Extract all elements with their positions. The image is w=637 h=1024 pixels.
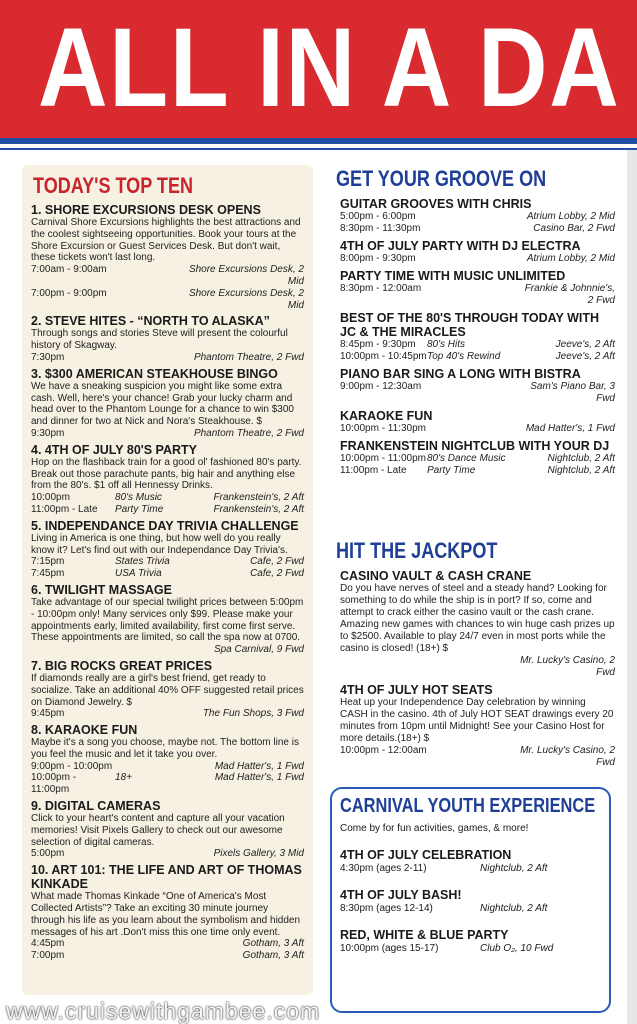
banner-title: ALL IN A DA: [38, 5, 621, 130]
event-time: 9:00pm - 12:30am: [340, 381, 422, 392]
event-time: 9:30pm: [31, 427, 65, 439]
top-ten-panel: [22, 165, 313, 995]
schedule-row: [31, 428, 304, 440]
event-venue: Frankie & Johnnie's, 2 Fwd: [524, 283, 615, 306]
schedule-row: [31, 504, 304, 516]
event-venue: Nightclub, 2 Aft: [547, 453, 615, 464]
event-venue: Cafe, 2 Fwd: [250, 556, 304, 568]
groove-item: [332, 311, 615, 363]
event-title: 9. DIGITAL CAMERAS: [31, 799, 161, 814]
groove-heading: GET YOUR GROOVE ON: [336, 166, 547, 191]
event-description: Take advantage of our special twilight prices between 5:00pm - 10:00pm only! Many services only $99. Please make your appointments early, limited availability, first come first serve. These appointments are limited, so call the spa now at 0700.: [31, 596, 304, 644]
event-title: 7. BIG ROCKS GREAT PRICES: [31, 658, 213, 673]
event-venue: Atrium Lobby, 2 Mid: [526, 253, 615, 264]
event-venue: Mr. Lucky's Casino, 2 Fwd: [520, 655, 615, 678]
schedule-row: [340, 863, 601, 875]
event-venue: Jeeve's, 2 Aft: [555, 339, 615, 350]
groove-item: [332, 197, 615, 235]
event-description: Hop on the flashback train for a good ol' fashioned 80's party. Break out those parachute pants, big hair and anything else from the 80's. $1 off all Hennessy Drinks.: [31, 456, 302, 492]
schedule-row: [340, 211, 615, 223]
event-title: 10. ART 101: THE LIFE AND ART OF THOMAS KINKADE: [31, 863, 302, 892]
event-time: 8:30pm (ages 12-14): [340, 903, 433, 914]
schedule-row: [340, 745, 615, 769]
event-venue: Mad Hatter's, 1 Fwd: [214, 772, 304, 784]
event-title: PIANO BAR SING A LONG WITH BISTRA: [340, 367, 581, 381]
event-venue: Cafe, 2 Fwd: [250, 568, 304, 580]
watermark: www.cruisewithgambee.com: [6, 998, 321, 1024]
event-venue: The Fun Shops, 3 Fwd: [202, 708, 304, 720]
event-venue: Frankenstein's, 2 Aft: [213, 503, 304, 515]
event-time: 5:00pm - 6:00pm: [340, 211, 416, 222]
event-title: 1. SHORE EXCURSIONS DESK OPENS: [31, 203, 261, 217]
event-note: [115, 938, 177, 950]
spacer: [332, 481, 615, 537]
event-title: GUITAR GROOVES WITH CHRIS: [340, 197, 532, 211]
event-title: 6. TWILIGHT MASSAGE: [31, 582, 172, 597]
event-title: 2. STEVE HITES - “NORTH TO ALASKA”: [31, 314, 270, 329]
youth-heading: CARNIVAL YOUTH EXPERIENCE: [340, 795, 596, 817]
event-note: Party Time: [115, 503, 164, 515]
groove-item: [332, 239, 615, 265]
schedule-row: [31, 950, 304, 962]
event-time: 10:00pm - 11:00pm: [340, 453, 426, 464]
event-description: Living in America is one thing, but how well do you really know it? Let's find out with our Independance Day Trivia's.: [31, 532, 288, 556]
youth-item: [340, 847, 601, 875]
event-time: 7:00pm: [31, 950, 65, 962]
event-time: 11:00pm - Late: [340, 465, 407, 476]
event-time: 7:45pm: [31, 568, 65, 580]
event-note: [427, 423, 517, 435]
event-title: CASINO VAULT & CASH CRANE: [340, 569, 532, 583]
event-title: 4TH OF JULY CELEBRATION: [340, 848, 512, 862]
schedule-row: [340, 381, 615, 405]
schedule-row: [340, 223, 615, 235]
schedule-row: [31, 708, 304, 720]
event-title: 4TH OF JULY HOT SEATS: [340, 683, 493, 697]
event-venue: Spa Carnival, 9 Fwd: [213, 644, 304, 656]
event-note: 80's Dance Music: [427, 453, 506, 464]
event-venue: Jeeve's, 2 Aft: [555, 351, 615, 362]
top-ten-item: [31, 659, 304, 720]
event-note: [115, 428, 177, 440]
event-time: 8:00pm - 9:30pm: [340, 253, 416, 264]
schedule-row: [340, 943, 601, 955]
event-title: 4. 4TH OF JULY 80'S PARTY: [31, 442, 197, 457]
event-description: If diamonds really are a girl's best friend, get ready to socialize. Take an additional 40% OFF suggested retail prices on Diamond Jewelry. $: [31, 672, 304, 708]
event-venue: Nightclub, 2 Aft: [480, 863, 548, 874]
event-time: 7:30pm: [31, 351, 65, 363]
event-description: Heat up your Independence Day celebration by winning CASH in the casino. 4th of July HOT SEAT drawings every 20 minutes from 10pm until Midnight! See your Casino Host for more details.(18+) $: [340, 697, 614, 744]
event-note: [115, 264, 177, 288]
event-title: FRANKENSTEIN NIGHTCLUB WITH YOUR DJ: [340, 439, 610, 453]
event-time: 10:00pm (ages 15-17): [340, 943, 439, 954]
event-note: [427, 283, 517, 307]
youth-intro: Come by for fun activities, games, & more!: [340, 823, 529, 834]
event-time: 7:00pm - 9:00pm: [31, 287, 107, 299]
schedule-row: [31, 772, 304, 796]
event-venue: Mr. Lucky's Casino, 2 Fwd: [520, 745, 615, 768]
youth-experience-box: [330, 787, 611, 1013]
event-note: [115, 950, 177, 962]
schedule-row: [31, 761, 304, 773]
event-venue: Phantom Theatre, 2 Fwd: [193, 427, 304, 439]
event-venue: Club O₂, 10 Fwd: [480, 943, 554, 954]
event-time: 4:30pm (ages 2-11): [340, 863, 427, 874]
event-venue: Shore Excursions Desk, 2 Mid: [188, 287, 304, 311]
event-note: [427, 745, 517, 769]
schedule-row: [340, 339, 615, 351]
groove-list: [332, 197, 615, 477]
youth-item: [340, 927, 601, 955]
event-time: 8:30pm - 12:00am: [340, 283, 422, 294]
event-note: [427, 253, 517, 265]
event-description: What made Thomas Kinkade “One of America's Most Collected Artists”? Take an exciting 30 minute journey through his life as you learn about the symbolism and hidden messages of his art .Don't miss this one time only event.: [31, 891, 301, 938]
schedule-row: [31, 352, 304, 364]
event-title: KARAOKE FUN: [340, 409, 433, 423]
event-time: 10:00pm - 11:00pm: [31, 772, 77, 796]
schedule-row: [31, 848, 304, 860]
event-description: Carnival Shore Excursions highlights the best attractions and the coolest sightseeing opportunities. Book your tours at the Shore Excursion or Guest Services Desk. But don't wait, these tickets won't last long.: [31, 217, 301, 264]
event-time: 11:00pm - Late: [31, 503, 98, 515]
event-venue: Mad Hatter's, 1 Fwd: [525, 423, 615, 434]
top-ten-item: [31, 443, 304, 516]
schedule-row: [340, 253, 615, 265]
jackpot-list: [332, 569, 615, 769]
top-ten-item: [31, 314, 304, 363]
jackpot-item: [332, 683, 615, 769]
event-description: Through songs and stories Steve will present the colourful history of Skagway.: [31, 328, 288, 352]
event-time: [340, 655, 427, 679]
event-note: [427, 655, 517, 679]
event-time: 4:45pm: [31, 938, 65, 950]
event-time: 8:30pm - 11:30pm: [340, 223, 421, 234]
schedule-row: [340, 423, 615, 435]
event-time: 10:00pm - 12:00am: [340, 745, 427, 756]
schedule-row: [31, 288, 304, 312]
event-description: Do you have nerves of steel and a steady hand? Looking for something to do while the ship is in port? If so, come and attempt to crack either the casino vault or the cash crane. Amazing new games with chances to win huge cash prizes up to $2500. Available to play 24/7 even in most ports while the casino is closed! (18+) $: [340, 583, 615, 654]
top-ten-item: [31, 723, 304, 796]
schedule-row: [31, 568, 304, 580]
event-note: USA Trivia: [115, 568, 162, 580]
event-venue: Mad Hatter's, 1 Fwd: [214, 760, 304, 772]
event-time: [31, 644, 115, 656]
event-note: 80's Hits: [427, 339, 466, 350]
event-venue: Phantom Theatre, 2 Fwd: [193, 351, 304, 363]
right-column: [332, 165, 615, 773]
event-venue: Casino Bar, 2 Fwd: [533, 223, 615, 234]
event-title: 4TH OF JULY PARTY WITH DJ ELECTRA: [340, 239, 581, 253]
event-description: Maybe it's a song you choose, maybe not. The bottom line is you feel the music and let it take you over.: [31, 737, 299, 760]
event-venue: Shore Excursions Desk, 2 Mid: [188, 264, 304, 287]
event-venue: Frankenstein's, 2 Aft: [213, 492, 304, 504]
schedule-row: [31, 264, 304, 288]
schedule-row: [31, 938, 304, 950]
event-note: [115, 761, 177, 773]
event-time: 9:45pm: [31, 708, 65, 720]
event-note: [115, 848, 177, 860]
groove-item: [332, 367, 615, 405]
jackpot-item: [332, 569, 615, 679]
top-ten-item: [31, 863, 304, 962]
event-venue: Gotham, 3 Aft: [242, 950, 304, 962]
event-time: 8:45pm - 9:30pm: [340, 339, 416, 350]
top-ten-item: [31, 203, 304, 311]
event-note: [427, 211, 517, 223]
schedule-row: [340, 465, 615, 477]
event-time: 7:00am - 9:00am: [31, 264, 107, 276]
event-venue: Atrium Lobby, 2 Mid: [526, 211, 615, 222]
event-time: 5:00pm: [31, 848, 65, 860]
event-description: Click to your heart's content and capture all your vacation memories! Visit Pixels Gallery to check out our awesome selection of digital cameras.: [31, 813, 285, 848]
top-ten-item: [31, 367, 304, 440]
groove-item: [332, 409, 615, 435]
groove-item: [332, 269, 615, 307]
top-ten-item: [31, 583, 304, 656]
groove-item: [332, 439, 615, 477]
event-time: 10:00pm - 10:45pm: [340, 351, 427, 362]
event-title: 8. KARAOKE FUN: [31, 723, 138, 738]
youth-list: [340, 847, 601, 955]
event-note: [427, 223, 517, 235]
schedule-row: [31, 556, 304, 568]
event-time: 10:00pm: [31, 492, 70, 504]
event-note: [427, 381, 517, 405]
event-note: [115, 708, 177, 720]
top-ten-list: [31, 203, 304, 962]
event-note: 18+: [115, 772, 132, 784]
event-time: 7:15pm: [31, 556, 65, 568]
banner-stripe-thin: [0, 148, 637, 150]
schedule-row: [340, 655, 615, 679]
header-banner: [0, 0, 637, 138]
schedule-row: [31, 644, 304, 656]
jackpot-heading: HIT THE JACKPOT: [336, 538, 498, 563]
event-note: [115, 644, 177, 656]
event-title: 4TH OF JULY BASH!: [340, 888, 462, 902]
schedule-row: [340, 453, 615, 465]
schedule-row: [31, 492, 304, 504]
event-title: PARTY TIME WITH MUSIC UNLIMITED: [340, 269, 566, 283]
event-note: [115, 352, 177, 364]
top-ten-heading: TODAY'S TOP TEN: [33, 173, 194, 198]
event-note: Top 40's Rewind: [427, 351, 501, 362]
event-note: Party Time: [427, 465, 476, 476]
event-note: [115, 288, 177, 312]
event-venue: Gotham, 3 Aft: [242, 938, 304, 950]
schedule-row: [340, 351, 615, 363]
event-title: RED, WHITE & BLUE PARTY: [340, 928, 509, 942]
event-title: 5. INDEPENDANCE DAY TRIVIA CHALLENGE: [31, 518, 299, 533]
event-venue: Pixels Gallery, 3 Mid: [213, 848, 304, 860]
youth-item: [340, 887, 601, 915]
event-title: BEST OF THE 80'S THROUGH TODAY WITH JC & THE MIRACLES: [340, 311, 600, 339]
event-title: 3. $300 AMERICAN STEAKHOUSE BINGO: [31, 366, 278, 381]
event-description: We have a sneaking suspicion you might like some extra cash. Well, here's your chance! Grab your lucky charm and head over to the Phantom Lounge for a chance to win $300 and dinner for two at Nick and Nora's Steakhouse. $: [31, 380, 294, 428]
page-edge: [627, 150, 637, 1024]
event-time: 10:00pm - 11:30pm: [340, 423, 426, 434]
schedule-row: [340, 283, 615, 307]
event-note: States Trivia: [115, 556, 170, 568]
event-venue: Sam's Piano Bar, 3 Fwd: [530, 381, 615, 404]
event-time: 9:00pm - 10:00pm: [31, 760, 113, 772]
top-ten-item: [31, 519, 304, 580]
event-venue: Nightclub, 2 Aft: [547, 465, 615, 476]
banner-stripe: [0, 138, 637, 144]
event-venue: Nightclub, 2 Aft: [480, 903, 548, 914]
schedule-row: [340, 903, 601, 915]
top-ten-item: [31, 799, 304, 860]
event-note: 80's Music: [115, 492, 162, 504]
